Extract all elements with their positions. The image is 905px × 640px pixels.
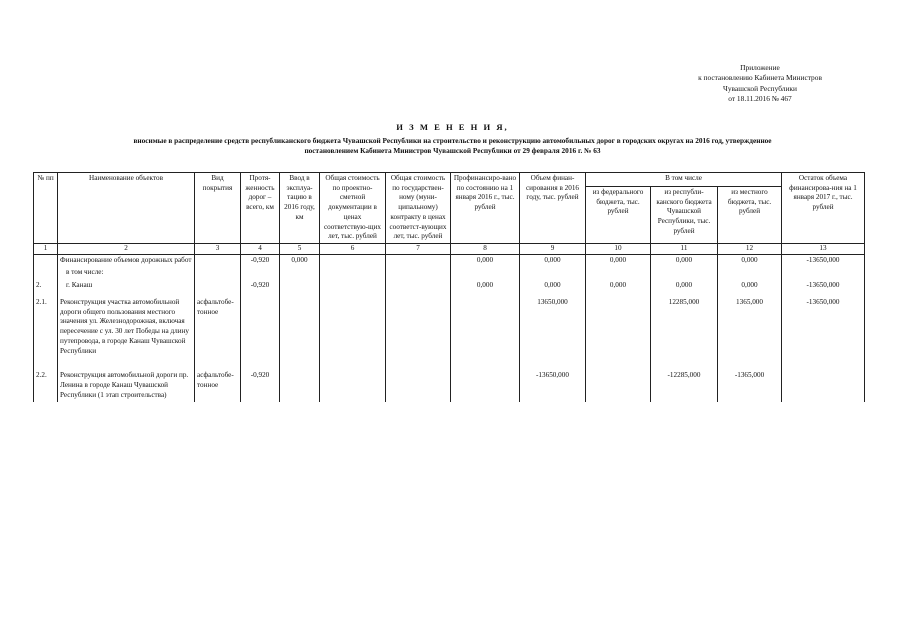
row-contract-cost	[386, 267, 451, 280]
row-cover-type	[195, 267, 241, 280]
row-number: 2.	[34, 280, 58, 297]
row-cover-type	[195, 254, 241, 267]
row-local: 1365,000	[718, 297, 782, 370]
row-funding-volume	[520, 267, 586, 280]
row-federal	[586, 370, 651, 402]
appendix-line-1: Приложение	[740, 63, 780, 72]
row-commissioning	[280, 297, 320, 370]
column-number: 12	[718, 244, 782, 255]
header-funding-volume: Объем финан-сирования в 2016 году, тыс. рублей	[520, 173, 586, 244]
row-length	[241, 297, 280, 370]
row-number: 2.1.	[34, 297, 58, 370]
header-contract-cost: Общая стоимость по государствен-ному (муни-ципальному) контракту в ценах соответст-вующих лет, тыс. рублей	[386, 173, 451, 244]
document-subtitle-line-2: постановлением Кабинета Министров Чувашской Республики от 29 февраля 2016 г. № 63	[304, 146, 601, 155]
row-cover-type	[195, 280, 241, 297]
row-design-cost	[320, 280, 386, 297]
row-design-cost	[320, 267, 386, 280]
row-local: 0,000	[718, 280, 782, 297]
row-length: -0,920	[241, 370, 280, 402]
row-length: -0,920	[241, 280, 280, 297]
column-number: 2	[58, 244, 195, 255]
row-design-cost	[320, 370, 386, 402]
row-length	[241, 267, 280, 280]
row-number	[34, 267, 58, 280]
appendix-line-3: Чувашской Республики	[723, 83, 797, 93]
changes-table	[33, 172, 865, 402]
document-title: И З М Е Н Е Н И Я,	[396, 122, 509, 132]
row-remaining: -13650,000	[782, 297, 865, 370]
row-contract-cost	[386, 280, 451, 297]
row-number: 2.2.	[34, 370, 58, 402]
table-row	[34, 297, 865, 370]
header-length: Протя-женность дорог – всего, км	[241, 173, 280, 244]
row-contract-cost	[386, 370, 451, 402]
column-number: 8	[451, 244, 520, 255]
header-financed: Профинансиро-вано по состоянию на 1 января 2016 г., тыс. рублей	[451, 173, 520, 244]
row-funding-volume: 0,000	[520, 280, 586, 297]
row-republic: 12285,000	[651, 297, 718, 370]
row-funding-volume: 13650,000	[520, 297, 586, 370]
row-financed: 0,000	[451, 254, 520, 267]
row-local: -1365,000	[718, 370, 782, 402]
row-funding-volume: 0,000	[520, 254, 586, 267]
column-number: 10	[586, 244, 651, 255]
header-including-group: В том числе	[586, 173, 782, 187]
column-number: 11	[651, 244, 718, 255]
row-commissioning	[280, 280, 320, 297]
header-local: из местного бюджета, тыс. рублей	[718, 187, 782, 244]
row-object-name: Финансирование объемов дорожных работ	[58, 254, 195, 267]
row-republic: -12285,000	[651, 370, 718, 402]
header-republic: из республи-канского бюджета Чувашской Республики, тыс. рублей	[651, 187, 718, 244]
table-row	[34, 267, 865, 280]
row-commissioning	[280, 370, 320, 402]
row-remaining: -13650,000	[782, 280, 865, 297]
row-remaining	[782, 267, 865, 280]
row-length: -0,920	[241, 254, 280, 267]
header-remaining: Остаток объема финансирова-ния на 1 января 2017 г., тыс. рублей	[782, 173, 865, 244]
column-number: 3	[195, 244, 241, 255]
row-remaining	[782, 370, 865, 402]
row-cover-type: асфальтобе-тонное	[195, 370, 241, 402]
column-number: 7	[386, 244, 451, 255]
row-republic	[651, 267, 718, 280]
header-row	[34, 173, 865, 187]
column-number: 5	[280, 244, 320, 255]
row-design-cost	[320, 254, 386, 267]
appendix-line-4: от 18.11.2016 № 467	[728, 94, 792, 104]
row-local: 0,000	[718, 254, 782, 267]
appendix-block	[660, 63, 860, 104]
table-row	[34, 280, 865, 297]
column-number-row	[34, 244, 865, 255]
row-republic: 0,000	[651, 254, 718, 267]
row-contract-cost	[386, 254, 451, 267]
appendix-line-2: к постановлению Кабинета Министров	[698, 73, 822, 83]
row-republic: 0,000	[651, 280, 718, 297]
column-number: 13	[782, 244, 865, 255]
header-number: № пп	[34, 173, 58, 244]
column-number: 9	[520, 244, 586, 255]
row-financed: 0,000	[451, 280, 520, 297]
row-number	[34, 254, 58, 267]
row-financed	[451, 267, 520, 280]
row-commissioning	[280, 267, 320, 280]
header-design-cost: Общая стоимость по проектно-сметной документации в ценах соответствую-щих лет, тыс. рублей	[320, 173, 386, 244]
header-cover-type: Вид покрытия	[195, 173, 241, 244]
row-federal: 0,000	[586, 254, 651, 267]
row-local	[718, 267, 782, 280]
column-number: 4	[241, 244, 280, 255]
column-number: 6	[320, 244, 386, 255]
row-object-name: Реконструкция участка автомобильной дороги общего пользования местного значения ул. Железнодорожная, включая пересечение с ул. 30 лет Победы на длину путепровода, в городе Канаш Чувашской Республики	[58, 297, 195, 370]
row-funding-volume: -13650,000	[520, 370, 586, 402]
document-subtitle-line-1: вносимые в распределение средств республиканского бюджета Чувашской Республики на строительство и реконструкцию автомобильных дорог в городских округах на 2016 год, утвержденное	[133, 136, 772, 145]
row-federal	[586, 297, 651, 370]
row-contract-cost	[386, 297, 451, 370]
row-object-name: Реконструкция автомобильной дороги пр. Ленина в городе Канаш Чувашской Республики (1 этап строительства)	[58, 370, 195, 402]
row-remaining: -13650,000	[782, 254, 865, 267]
row-federal	[586, 267, 651, 280]
row-object-name: г. Канаш	[58, 280, 195, 297]
column-number: 1	[34, 244, 58, 255]
row-design-cost	[320, 297, 386, 370]
table-row	[34, 370, 865, 402]
row-federal: 0,000	[586, 280, 651, 297]
row-commissioning: 0,000	[280, 254, 320, 267]
header-federal: из федерального бюджета, тыс. рублей	[586, 187, 651, 244]
header-object-name: Наименование объектов	[58, 173, 195, 244]
table-row	[34, 254, 865, 267]
row-cover-type: асфальтобе-тонное	[195, 297, 241, 370]
row-financed	[451, 297, 520, 370]
row-financed	[451, 370, 520, 402]
row-object-name: в том числе:	[58, 267, 195, 280]
header-commissioning: Ввод в эксплуа-тацию в 2016 году, км	[280, 173, 320, 244]
